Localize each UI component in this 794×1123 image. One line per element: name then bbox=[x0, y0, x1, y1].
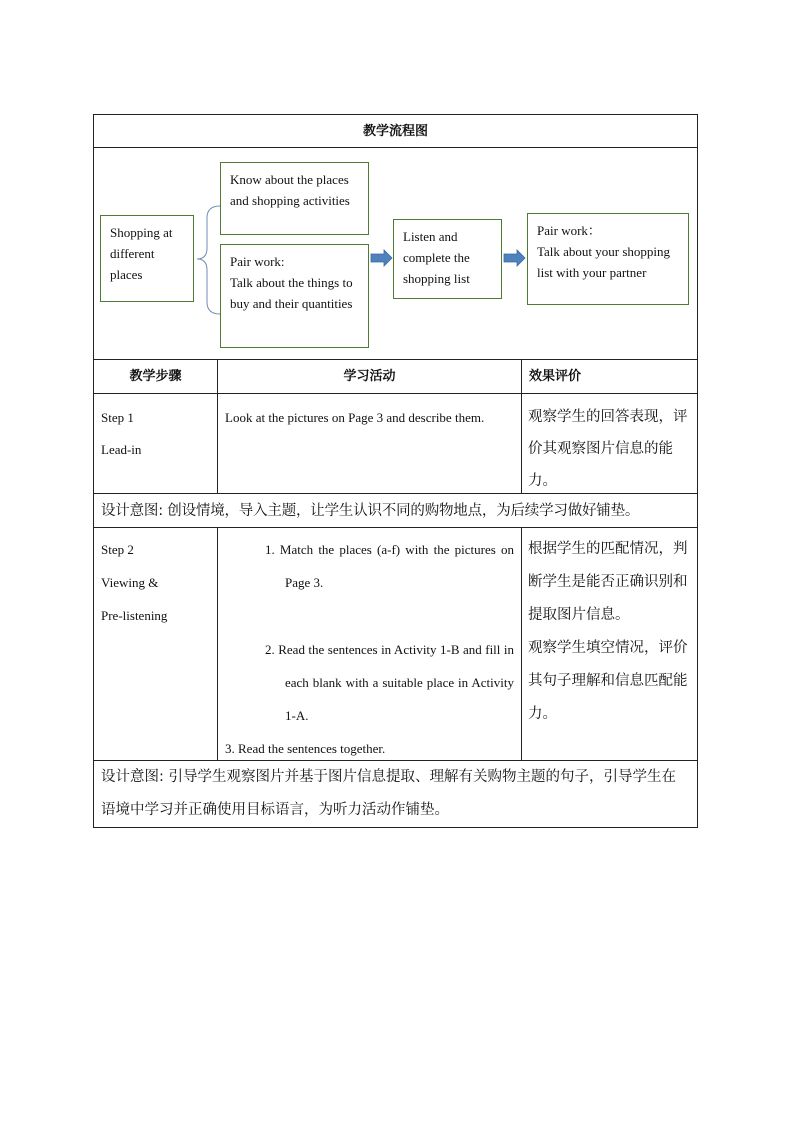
step2-evaluation bbox=[521, 528, 697, 760]
step2-name-2: Pre-listening bbox=[101, 608, 168, 623]
flowchart-row bbox=[94, 148, 697, 360]
flow-end-title: Pair work： bbox=[537, 223, 601, 238]
step1-evaluation: 观察学生的回答表现，评价其观察图片信息的能力。 bbox=[521, 394, 697, 493]
table-row-step2 bbox=[94, 528, 697, 761]
design-intent-1: 设计意图: 创设情境，导入主题，让学生认识不同的购物地点，为后续学习做好铺垫。 bbox=[94, 494, 697, 528]
brace-connector bbox=[197, 206, 220, 314]
flow-end-body: Talk about your shopping list with your partner bbox=[537, 244, 671, 280]
flow-box-know-places bbox=[220, 162, 369, 235]
design-intent-2: 设计意图: 引导学生观察图片并基于图片信息提取、理解有关购物主题的句子，引导学生在语境中学习并正确使用目标语言，为听力活动作铺垫。 bbox=[101, 769, 676, 818]
flow-pairwork-body: Talk about the things to buy and their quantities bbox=[230, 275, 353, 311]
step2-activity-item-2: 2. Read the sentences in Activity 1-B and fill in each blank with a suitable place in Activity 1-A. bbox=[265, 642, 514, 723]
step2-cell bbox=[94, 528, 217, 760]
header-step: 教学步骤 bbox=[129, 369, 182, 384]
table-row-step1 bbox=[94, 394, 697, 494]
step1-activity: Look at the pictures on Page 3 and describe them. bbox=[217, 394, 521, 493]
arrow-to-listen bbox=[371, 250, 392, 266]
step1-name: Lead-in bbox=[101, 442, 142, 457]
flow-know-text: Know about the places and shopping activities bbox=[230, 172, 350, 208]
lesson-flow-table bbox=[93, 114, 698, 828]
step2-activity-item-1: 1. Match the places (a-f) with the pictures on Page 3. bbox=[265, 542, 514, 590]
step2-evaluation-2: 观察学生填空情况，评价其句子理解和信息匹配能力。 bbox=[528, 640, 688, 722]
step1-label: Step 1 bbox=[101, 410, 134, 425]
header-evaluation: 效果评价 bbox=[521, 360, 697, 393]
flow-box-pair-work-list bbox=[527, 213, 689, 305]
arrow-to-pairwork bbox=[504, 250, 525, 266]
step2-activity-item-3: 3. Read the sentences together. bbox=[225, 741, 386, 756]
flow-pairwork-title: Pair work: bbox=[230, 254, 285, 269]
step2-label: Step 2 bbox=[101, 542, 134, 557]
flow-box-pair-work-talk bbox=[220, 244, 369, 348]
step2-activity bbox=[217, 528, 521, 760]
flow-box-listen bbox=[393, 219, 502, 299]
column-header-row bbox=[94, 360, 697, 394]
table-title: 教学流程图 bbox=[94, 115, 697, 148]
step1-cell bbox=[94, 394, 217, 493]
step2-evaluation-1: 根据学生的匹配情况，判断学生是能否正确识别和提取图片信息。 bbox=[528, 541, 688, 623]
flow-listen-text: Listen and complete the shopping list bbox=[403, 229, 470, 286]
header-activity: 学习活动 bbox=[217, 360, 521, 393]
step2-name-1: Viewing & bbox=[101, 575, 159, 590]
flow-start-text: Shopping at different places bbox=[110, 225, 173, 282]
